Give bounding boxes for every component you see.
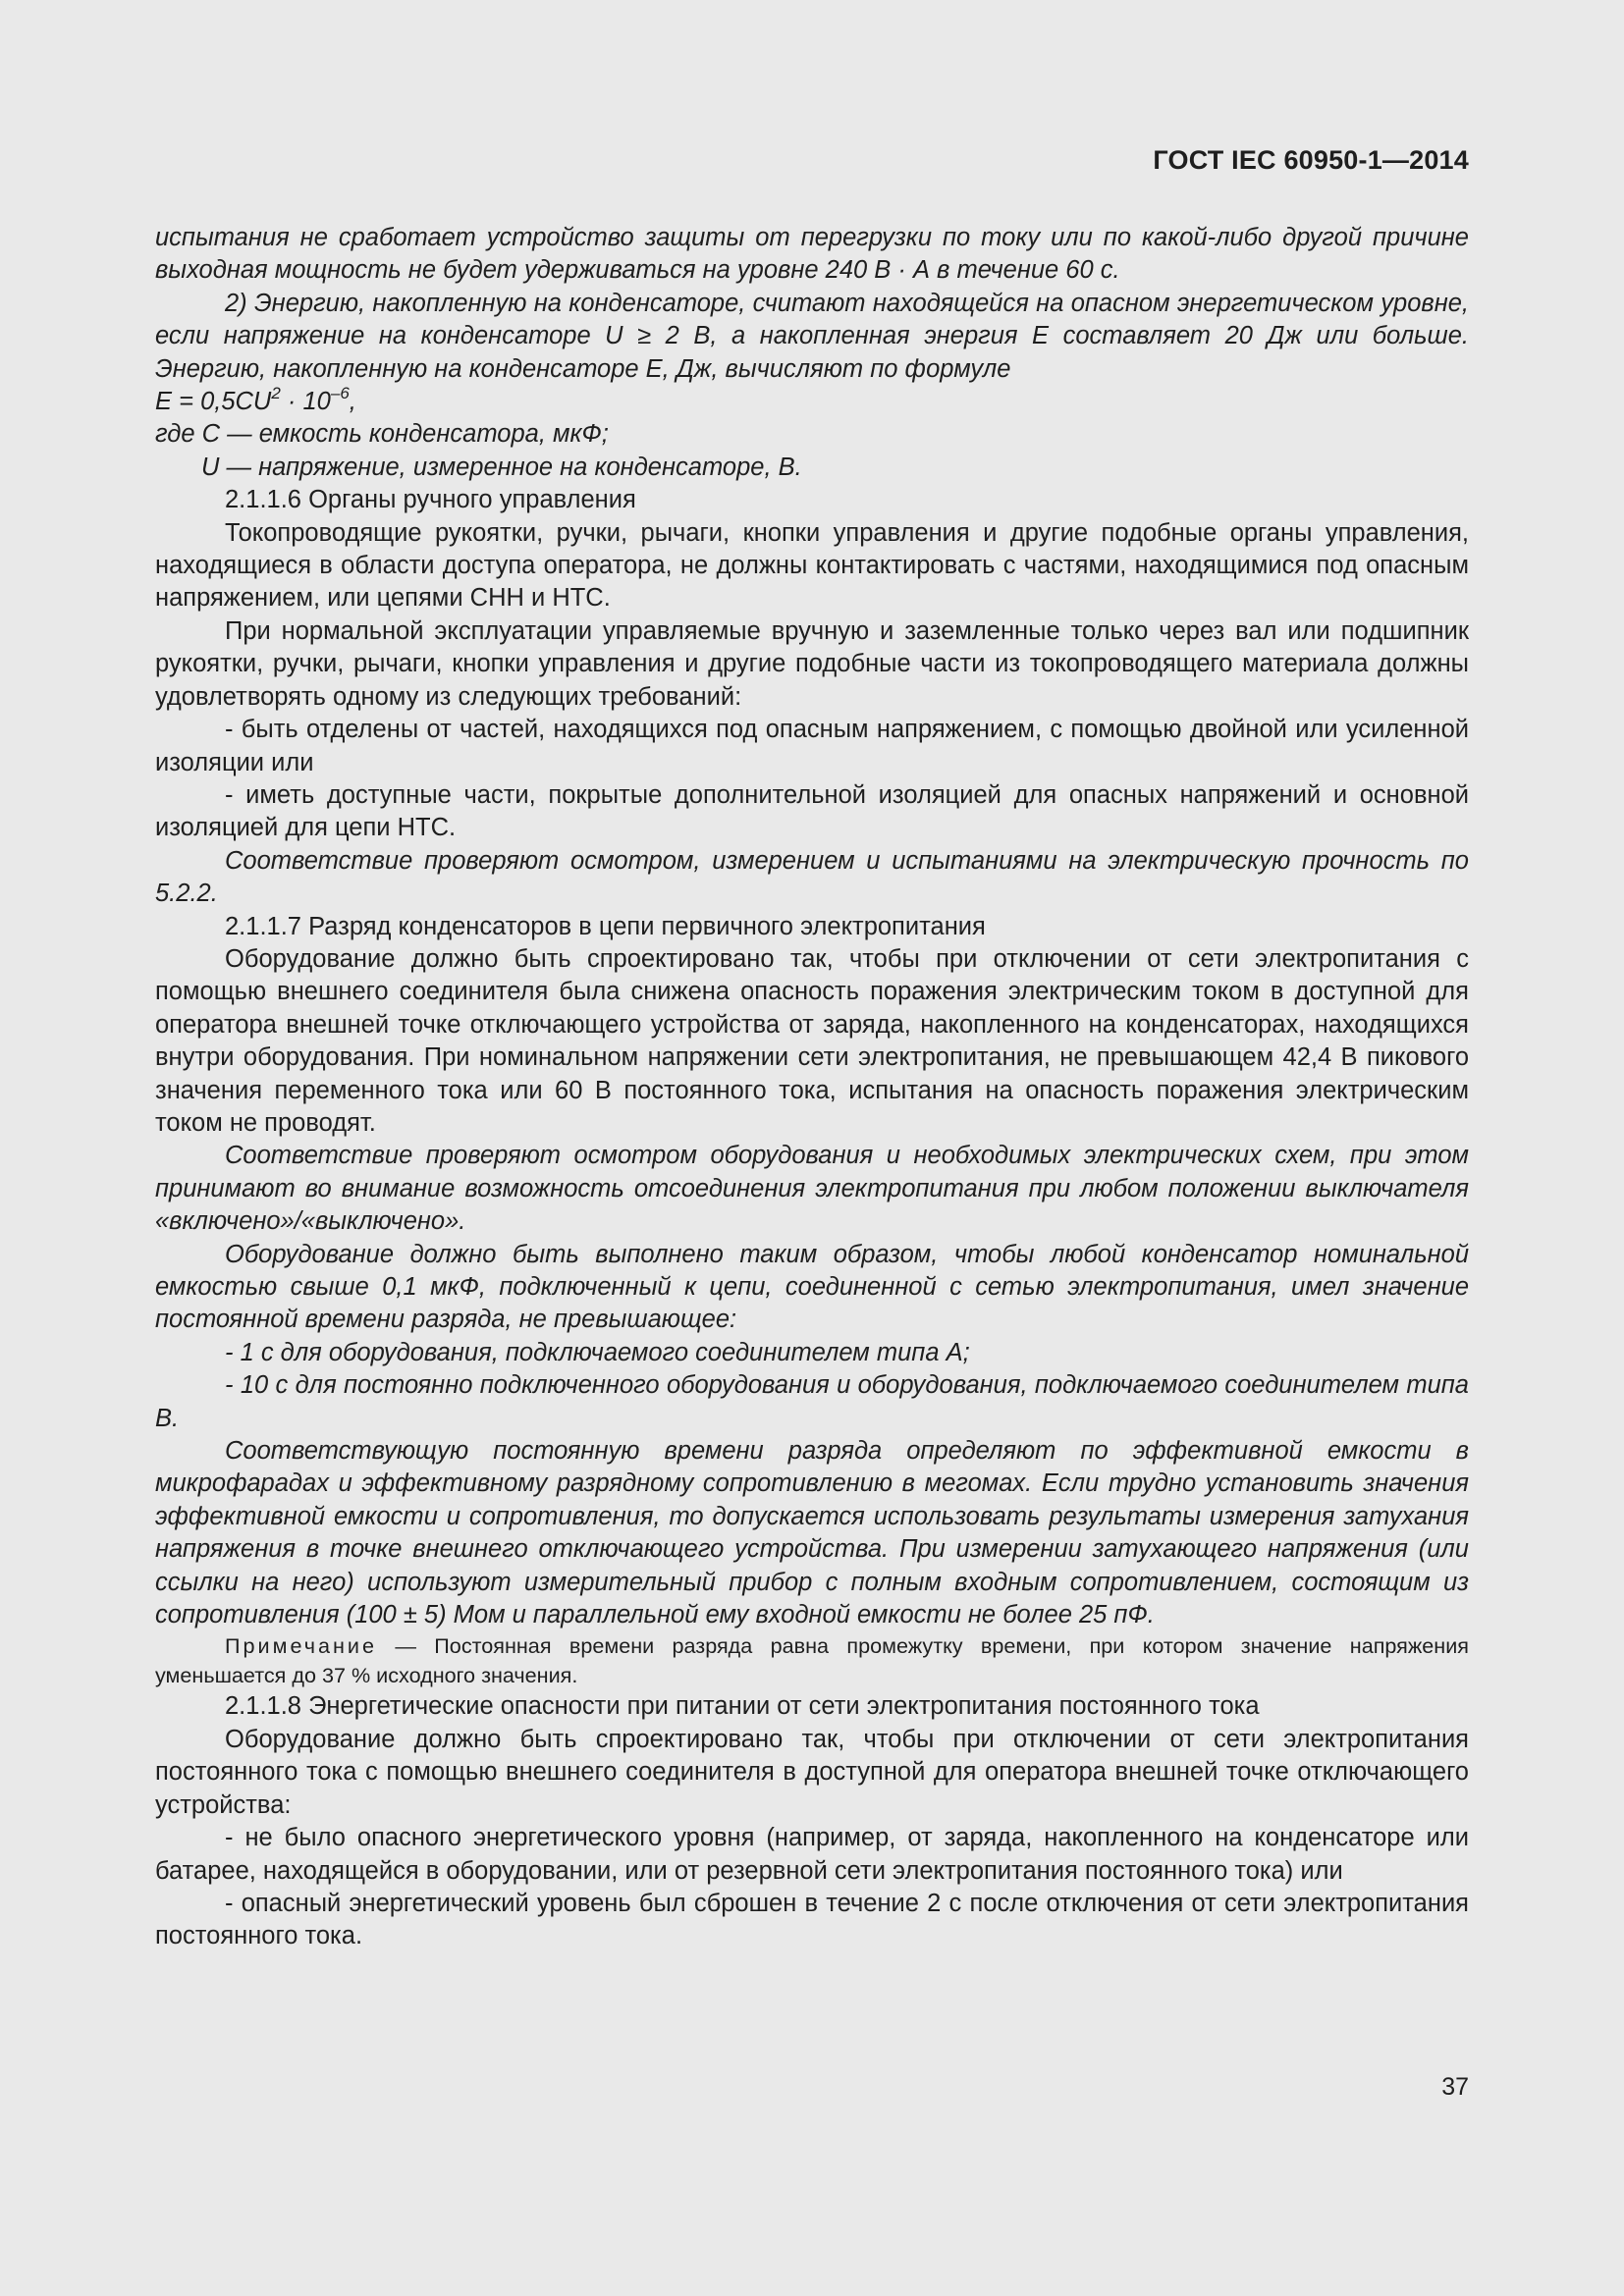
paragraph-continuation: испытания не сработает устройство защиты от перегрузки по току или по какой-либо другой причине выходная мощность не будет удерживаться на уровне 240 В · А в течение 60 с. (155, 224, 1469, 285)
paragraph: Оборудование должно быть выполнено таким образом, чтобы любой конденсатор номинальной емкостью свыше 0,1 мкФ, подключенный к цепи, соединенной с сетью электропитания, имел значение постоянной времени разряда, не превышающее: (155, 1240, 1469, 1334)
compliance-paragraph: Соответствие проверяют осмотром оборудования и необходимых электрических схем, при этом принимают во внимание возможность отсоединения электропитания при любом положении выключателя «включено»/«выключено». (155, 1142, 1469, 1236)
section-heading-2116: 2.1.1.6 Органы ручного управления (225, 486, 636, 514)
list-item: - 10 с для постоянно подключенного оборудования и оборудования, подключаемого соединителем типа В. (155, 1371, 1469, 1432)
note-text: — Постоянная времени разряда равна промежутку времени, при котором значение напряжения уменьшается до 37 % исходного значения. (155, 1633, 1469, 1688)
list-item: - не было опасного энергетического уровня (например, от заряда, накопленного на конденсаторе или батарее, находящейся в оборудовании, или от резервной сети электропитания постоянного тока) или (155, 1824, 1469, 1885)
note (155, 1631, 1469, 1690)
list-item: - опасный энергетический уровень был сброшен в течение 2 с после отключения от сети электропитания постоянного тока. (155, 1889, 1469, 1950)
list-item: - 1 с для оборудования, подключаемого соединителем типа А; (225, 1338, 970, 1366)
page-number: 37 (1441, 2073, 1469, 2101)
note-label: Примечание (225, 1633, 377, 1659)
energy-formula: $E = 0,5CU^2 \cdot 10^{-6}$, (155, 383, 356, 416)
list-item: - быть отделены от частей, находящихся под опасным напряжением, с помощью двойной или усиленной изоляции или (155, 716, 1469, 776)
section-heading-2118: 2.1.1.8 Энергетические опасности при питании от сети электропитания постоянного тока (225, 1692, 1260, 1721)
formula-where-c: где С — емкость конденсатора, мкФ; (155, 420, 609, 449)
document-header: ГОСТ IEC 60950-1—2014 (1153, 145, 1469, 175)
paragraph: Токопроводящие рукоятки, ручки, рычаги, кнопки управления и другие подобные органы управления, находящиеся в области доступа оператора, не должны контактировать с частями, находящимися под опасным напряжением, или цепями СНН и НТС. (155, 518, 1469, 613)
list-item: - иметь доступные части, покрытые дополнительной изоляцией для опасных напряжений и основной изоляцией для цепи НТС. (155, 780, 1469, 842)
section-heading-2117: 2.1.1.7 Разряд конденсаторов в цепи первичного электропитания (225, 912, 986, 940)
compliance-paragraph: Соответствие проверяют осмотром, измерением и испытаниями на электрическую прочность по 5.2.2. (155, 846, 1469, 908)
paragraph: Оборудование должно быть спроектировано так, чтобы при отключении от сети электропитания постоянного тока с помощью внешнего соединителя в доступной для оператора внешней точке отключающего устройства: (155, 1725, 1469, 1819)
paragraph: Оборудование должно быть спроектировано так, чтобы при отключении от сети электропитания с помощью внешнего соединителя была снижена опасность поражения электрическим током в доступной для оператора внешней точке отключающего устройства от заряда, накопленного на конденсаторах, находящихся внутри оборудования. При номинальном напряжении сети электропитания, не превышающем 42,4 В пикового значения переменного тока или 60 В постоянного тока, испытания на опасность поражения электрическим током не проводят. (155, 944, 1469, 1137)
document-body (155, 222, 1469, 1953)
paragraph: При нормальной эксплуатации управляемые вручную и заземленные только через вал или подшипник рукоятки, ручки, рычаги, кнопки управления и другие подобные части из токопроводящего материала должны удовлетворять одному из следующих требований: (155, 616, 1469, 711)
paragraph-capacitor-energy: 2) Энергию, накопленную на конденсаторе, считают находящейся на опасном энергетическом уровне, если напряжение на конденсаторе U ≥ 2 В, а накопленная энергия E составляет 20 Дж или больше. Энергию, накопленную на конденсаторе E, Дж, вычисляют по формуле (155, 289, 1469, 383)
formula-where-u: U — напряжение, измеренное на конденсаторе, В. (201, 453, 802, 481)
paragraph: Соответствующую постоянную времени разряда определяют по эффективной емкости в микрофарадах и эффективному разрядному сопротивлению в мегомах. Если трудно установить значения эффективной емкости и сопротивления, то допускается использовать результаты измерения затухания напряжения в точке внешнего отключающего устройства. При измерении затухающего напряжения (или ссылки на него) используют измерительный прибор с полным входным сопротивлением, состоящим из сопротивления (100 ± 5) Мом и параллельной ему входной емкости не более 25 пФ. (155, 1437, 1469, 1629)
